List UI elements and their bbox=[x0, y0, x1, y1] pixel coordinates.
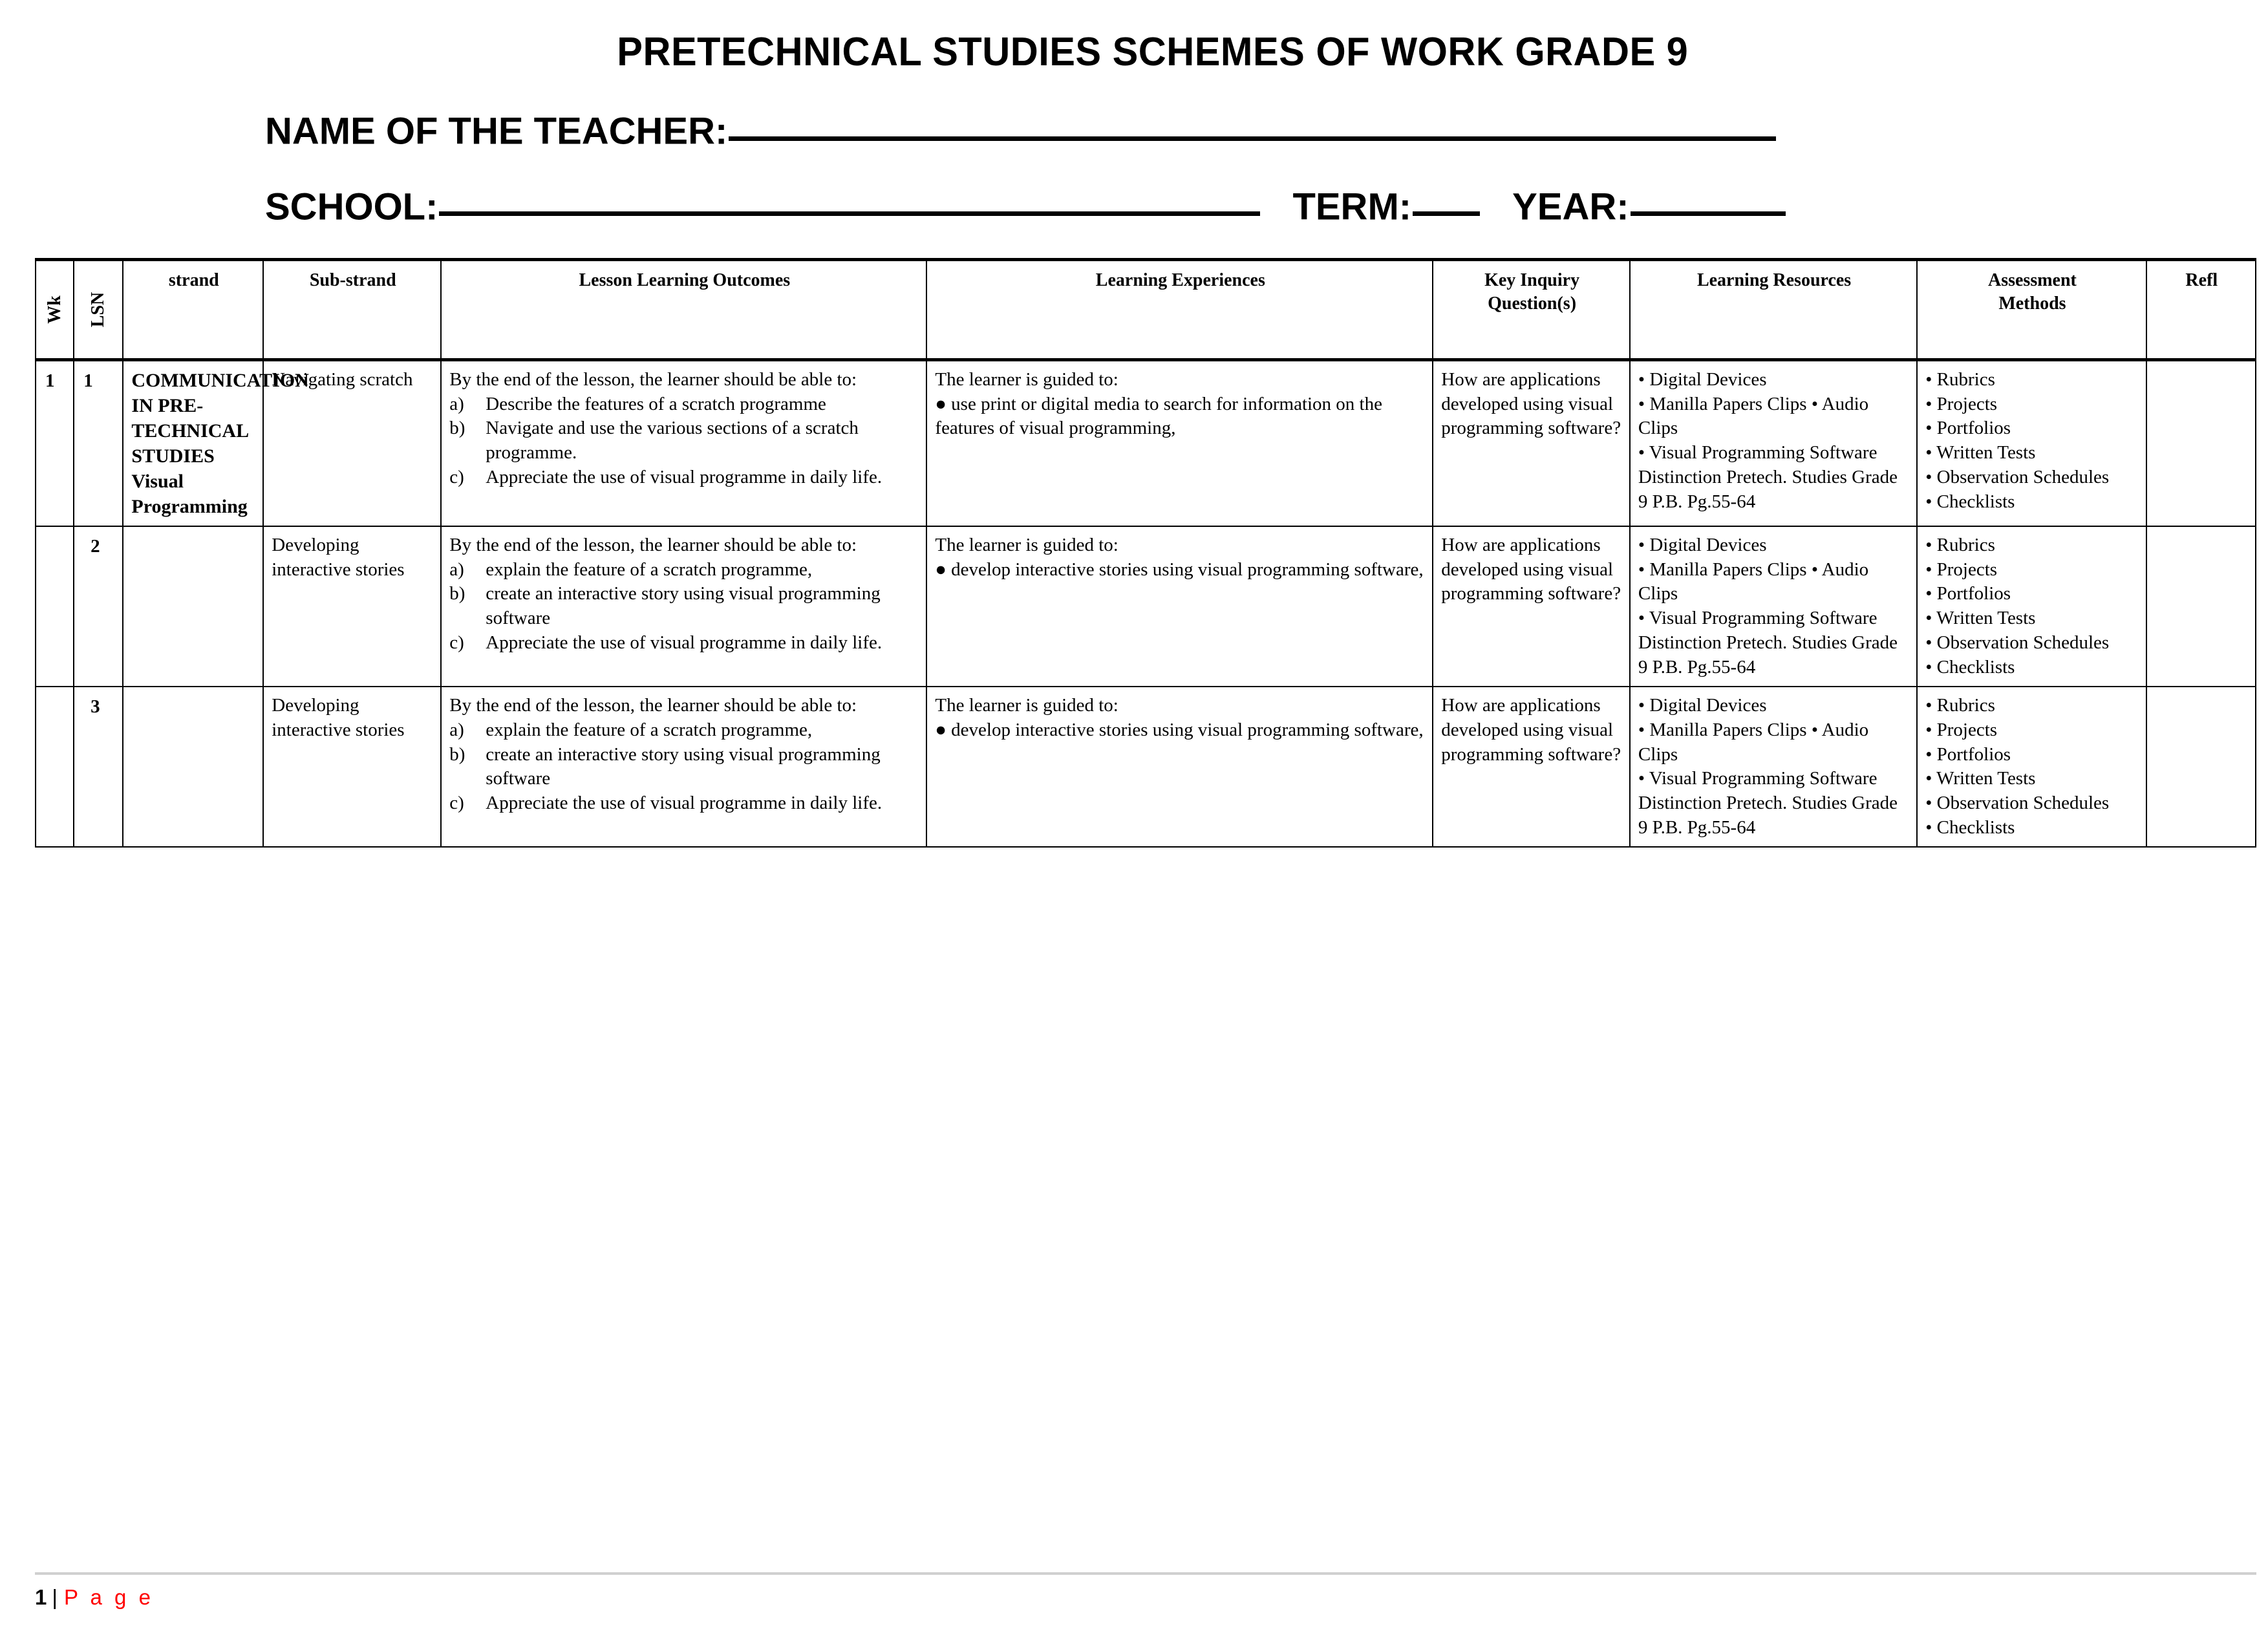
teacher-name-blank[interactable] bbox=[729, 109, 1776, 141]
outcome-item bbox=[449, 465, 919, 490]
cell-learning-resources bbox=[1630, 687, 1917, 847]
outcome-item bbox=[449, 416, 919, 465]
outcome-marker: c) bbox=[449, 632, 464, 653]
outcome-marker: b) bbox=[449, 583, 465, 604]
outcome-item bbox=[449, 392, 919, 417]
cell-learning-experiences bbox=[926, 360, 1433, 527]
school-label: SCHOOL: bbox=[265, 186, 438, 228]
outcomes-list bbox=[449, 718, 919, 816]
cell-sub-strand: Developing interactive stories bbox=[263, 687, 441, 847]
key-inquiry-line-1: Key Inquiry bbox=[1484, 270, 1580, 291]
cell-lesson-number: 3 bbox=[74, 687, 123, 847]
assessment-method-item: • Portfolios bbox=[1925, 418, 2011, 439]
outcome-marker: a) bbox=[449, 559, 464, 580]
column-header-lesson-learning-outcomes: Lesson Learning Outcomes bbox=[441, 260, 926, 360]
cell-reflection[interactable] bbox=[2146, 687, 2256, 847]
column-header-wk bbox=[36, 260, 74, 360]
assessment-method-item: • Projects bbox=[1925, 393, 1998, 414]
assessment-method-item: • Checklists bbox=[1925, 491, 2015, 512]
table-body bbox=[36, 360, 2256, 848]
key-inquiry-line-2: Question(s) bbox=[1488, 294, 1577, 314]
assessment-method-item: • Observation Schedules bbox=[1925, 466, 2110, 487]
outcomes-list bbox=[449, 558, 919, 656]
column-header-assessment-methods bbox=[1917, 260, 2146, 360]
assessment-method-item: • Portfolios bbox=[1925, 583, 2011, 604]
column-header-refl: Refl bbox=[2146, 260, 2256, 360]
cell-strand: COMMUNICATION IN PRE-TECHNICAL STUDIES Visual Programming bbox=[123, 360, 263, 527]
column-header-lsn-label: LSN bbox=[88, 292, 109, 328]
assessment-method-item: • Rubrics bbox=[1925, 695, 1995, 716]
experience-item: ● develop interactive stories using visual programming software, bbox=[935, 719, 1424, 740]
column-header-learning-resources: Learning Resources bbox=[1630, 260, 1917, 360]
learning-resources-list bbox=[1638, 694, 1910, 840]
outcome-item bbox=[449, 582, 919, 630]
cell-lesson-learning-outcomes bbox=[441, 360, 926, 527]
cell-key-inquiry-question: How are applications developed using visual programming software? bbox=[1433, 687, 1630, 847]
experience-item: ● develop interactive stories using visual programming software, bbox=[935, 559, 1424, 580]
column-header-wk-label: Wk bbox=[44, 295, 65, 324]
cell-lesson-learning-outcomes bbox=[441, 687, 926, 847]
column-header-key-inquiry-questions bbox=[1433, 260, 1630, 360]
experience-item: ● use print or digital media to search for information on the features of visual programming, bbox=[935, 393, 1382, 439]
assessment-method-item: • Projects bbox=[1925, 719, 1998, 740]
table-row bbox=[36, 360, 2256, 527]
column-header-sub-strand: Sub-strand bbox=[263, 260, 441, 360]
experiences-lead: The learner is guided to: bbox=[935, 695, 1118, 716]
experiences-lead: The learner is guided to: bbox=[935, 369, 1118, 390]
assessment-method-item: • Projects bbox=[1925, 559, 1998, 580]
outcome-text: create an interactive story using visual programming software bbox=[486, 583, 881, 629]
learning-resource-item: • Visual Programming Software Distinction Pretech. Studies Grade 9 P.B. Pg.55-64 bbox=[1638, 768, 1898, 838]
cell-week bbox=[36, 526, 74, 687]
cell-assessment-methods bbox=[1917, 360, 2146, 527]
assessment-method-item: • Written Tests bbox=[1925, 768, 2036, 789]
cell-sub-strand: Developing interactive stories bbox=[263, 526, 441, 687]
outcome-marker: b) bbox=[449, 743, 465, 765]
learning-resources-list bbox=[1638, 368, 1910, 514]
cell-lesson-number: 2 bbox=[74, 526, 123, 687]
outcomes-lead: By the end of the lesson, the learner should be able to: bbox=[449, 695, 857, 716]
outcomes-list bbox=[449, 392, 919, 490]
cell-learning-resources bbox=[1630, 360, 1917, 527]
assessment-method-item: • Observation Schedules bbox=[1925, 632, 2110, 653]
page-footer bbox=[35, 1572, 2233, 1610]
experiences-lead: The learner is guided to: bbox=[935, 535, 1118, 556]
cell-sub-strand: Navigating scratch bbox=[263, 360, 441, 527]
school-term-year-field-row bbox=[265, 184, 2268, 229]
outcome-text: explain the feature of a scratch programme, bbox=[486, 719, 813, 740]
outcome-marker: a) bbox=[449, 393, 464, 414]
footer-separator: | bbox=[52, 1585, 58, 1609]
outcome-text: Describe the features of a scratch programme bbox=[486, 393, 826, 414]
cell-week: 1 bbox=[36, 360, 74, 527]
outcome-text: Appreciate the use of visual programme in daily life. bbox=[486, 792, 883, 813]
footer-page-word: P a g e bbox=[63, 1585, 154, 1609]
year-label: YEAR: bbox=[1512, 186, 1629, 228]
learning-resource-item: • Visual Programming Software Distinction Pretech. Studies Grade 9 P.B. Pg.55-64 bbox=[1638, 608, 1898, 678]
outcome-item bbox=[449, 791, 919, 816]
cell-reflection[interactable] bbox=[2146, 360, 2256, 527]
year-blank[interactable] bbox=[1631, 184, 1786, 217]
table-row bbox=[36, 687, 2256, 847]
assessment-method-item: • Written Tests bbox=[1925, 608, 2036, 629]
outcome-item bbox=[449, 631, 919, 656]
schemes-of-work-table bbox=[35, 258, 2256, 848]
cell-lesson-learning-outcomes bbox=[441, 526, 926, 687]
outcome-text: Appreciate the use of visual programme in daily life. bbox=[486, 632, 883, 653]
column-header-learning-experiences: Learning Experiences bbox=[926, 260, 1433, 360]
assessment-method-item: • Checklists bbox=[1925, 816, 2015, 838]
learning-resource-item: • Manilla Papers Clips • Audio Clips bbox=[1638, 559, 1869, 604]
footer-page-indicator bbox=[35, 1585, 2233, 1610]
table-row bbox=[36, 526, 2256, 687]
assessment-method-item: • Rubrics bbox=[1925, 369, 1995, 390]
outcome-marker: a) bbox=[449, 719, 464, 740]
cell-assessment-methods bbox=[1917, 526, 2146, 687]
outcome-marker: c) bbox=[449, 466, 464, 487]
assessment-method-item: • Written Tests bbox=[1925, 442, 2036, 464]
learning-resources-list bbox=[1638, 533, 1910, 679]
learning-resource-item: • Manilla Papers Clips • Audio Clips bbox=[1638, 393, 1869, 439]
learning-resource-item: • Visual Programming Software Distinction Pretech. Studies Grade 9 P.B. Pg.55-64 bbox=[1638, 442, 1898, 512]
assessment-method-item: • Rubrics bbox=[1925, 535, 1995, 556]
table-header-row bbox=[36, 260, 2256, 360]
outcomes-lead: By the end of the lesson, the learner should be able to: bbox=[449, 535, 857, 556]
assessment-method-item: • Observation Schedules bbox=[1925, 792, 2110, 813]
learning-resource-item: • Digital Devices bbox=[1638, 695, 1767, 716]
learning-resource-item: • Manilla Papers Clips • Audio Clips bbox=[1638, 719, 1869, 765]
cell-key-inquiry-question: How are applications developed using visual programming software? bbox=[1433, 360, 1630, 527]
outcome-item bbox=[449, 558, 919, 582]
outcome-text: explain the feature of a scratch programme, bbox=[486, 559, 813, 580]
assessment-methods-list bbox=[1925, 533, 2139, 679]
assessment-methods-list bbox=[1925, 368, 2139, 514]
cell-key-inquiry-question: How are applications developed using visual programming software? bbox=[1433, 526, 1630, 687]
outcome-item bbox=[449, 718, 919, 743]
footer-divider bbox=[35, 1572, 2256, 1575]
assessment-line-2: Methods bbox=[1998, 294, 2066, 314]
term-label: TERM: bbox=[1292, 186, 1412, 228]
learning-resource-item: • Digital Devices bbox=[1638, 535, 1767, 556]
outcomes-lead: By the end of the lesson, the learner should be able to: bbox=[449, 369, 857, 390]
term-blank[interactable] bbox=[1413, 184, 1480, 217]
outcome-marker: b) bbox=[449, 418, 465, 439]
cell-strand bbox=[123, 526, 263, 687]
cell-learning-resources bbox=[1630, 526, 1917, 687]
column-header-strand: strand bbox=[123, 260, 263, 360]
teacher-name-label: NAME OF THE TEACHER: bbox=[265, 110, 728, 153]
assessment-line-1: Assessment bbox=[1987, 270, 2077, 291]
cell-learning-experiences bbox=[926, 526, 1433, 687]
school-blank[interactable] bbox=[439, 184, 1260, 217]
assessment-method-item: • Checklists bbox=[1925, 656, 2015, 678]
outcome-marker: c) bbox=[449, 792, 464, 813]
assessment-method-item: • Portfolios bbox=[1925, 743, 2011, 765]
assessment-methods-list bbox=[1925, 694, 2139, 840]
cell-week bbox=[36, 687, 74, 847]
outcome-text: Navigate and use the various sections of a scratch programme. bbox=[486, 418, 859, 464]
cell-reflection[interactable] bbox=[2146, 526, 2256, 687]
cell-assessment-methods bbox=[1917, 687, 2146, 847]
outcome-text: create an interactive story using visual programming software bbox=[486, 743, 881, 789]
learning-resource-item: • Digital Devices bbox=[1638, 369, 1767, 390]
teacher-name-field-row bbox=[265, 109, 2268, 153]
cell-strand bbox=[123, 687, 263, 847]
outcome-text: Appreciate the use of visual programme in daily life. bbox=[486, 466, 883, 487]
cell-learning-experiences bbox=[926, 687, 1433, 847]
column-header-lsn bbox=[74, 260, 123, 360]
page-title: PRETECHNICAL STUDIES SCHEMES OF WORK GRADE 9 bbox=[617, 30, 1689, 74]
footer-page-number: 1 bbox=[35, 1585, 47, 1609]
outcome-item bbox=[449, 743, 919, 791]
cell-lesson-number: 1 bbox=[74, 360, 123, 527]
